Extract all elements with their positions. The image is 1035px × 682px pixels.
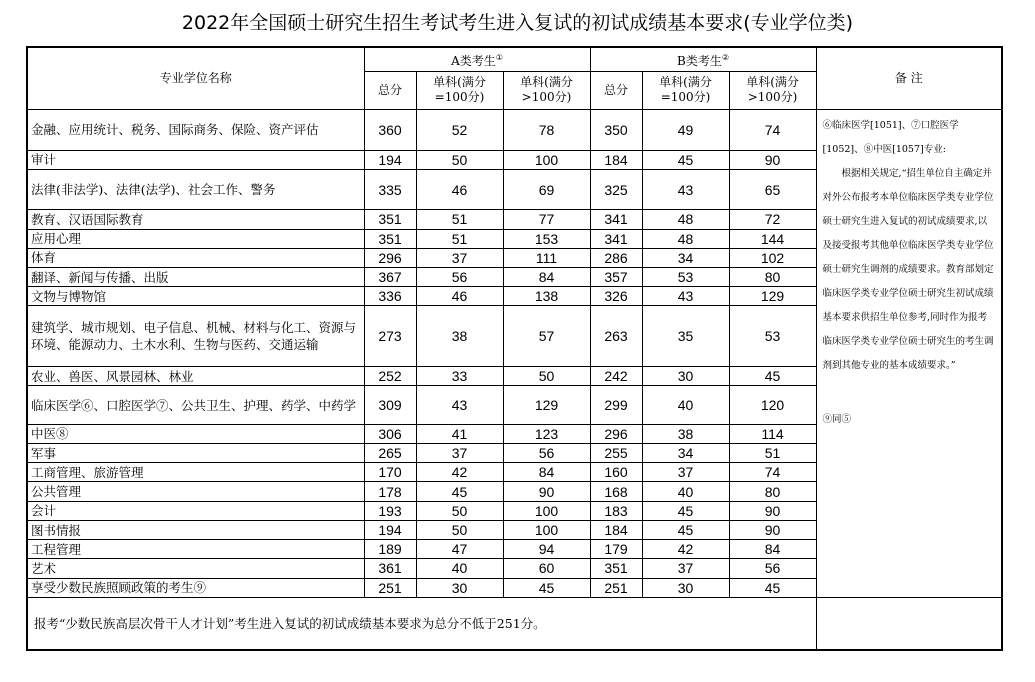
b-single-gt100-cell: 80 [729, 482, 816, 501]
b-total-cell: 341 [590, 210, 642, 229]
a-total-cell: 309 [364, 386, 416, 424]
header-b-single-100: 单科(满分=100分) [642, 71, 729, 109]
a-single-100-cell: 52 [416, 110, 503, 150]
a-single-gt100-cell: 56 [503, 444, 590, 463]
a-single-gt100-cell: 57 [503, 306, 590, 367]
b-total-cell: 357 [590, 268, 642, 287]
program-name: 体育 [27, 248, 364, 267]
a-single-gt100-cell: 94 [503, 540, 590, 559]
a-single-100-cell: 37 [416, 444, 503, 463]
a-single-100-cell: 40 [416, 559, 503, 578]
b-single-gt100-cell: 51 [729, 444, 816, 463]
b-total-cell: 160 [590, 463, 642, 482]
b-single-100-cell: 45 [642, 501, 729, 520]
a-single-100-cell: 30 [416, 578, 503, 597]
a-total-cell: 351 [364, 210, 416, 229]
b-single-100-cell: 37 [642, 559, 729, 578]
program-name: 享受少数民族照顾政策的考生⑨ [27, 578, 364, 597]
a-single-gt100-cell: 77 [503, 210, 590, 229]
header-a-single-100: 单科(满分=100分) [416, 71, 503, 109]
program-name: 审计 [27, 150, 364, 169]
b-single-100-cell: 30 [642, 578, 729, 597]
b-total-cell: 251 [590, 578, 642, 597]
a-total-cell: 335 [364, 169, 416, 209]
program-name: 临床医学⑥、口腔医学⑦、公共卫生、护理、药学、中药学 [27, 386, 364, 424]
a-single-100-cell: 50 [416, 520, 503, 539]
b-single-100-cell: 40 [642, 386, 729, 424]
a-single-100-cell: 51 [416, 229, 503, 248]
b-total-cell: 183 [590, 501, 642, 520]
b-single-gt100-cell: 72 [729, 210, 816, 229]
a-single-gt100-cell: 84 [503, 268, 590, 287]
b-single-gt100-cell: 74 [729, 463, 816, 482]
b-total-cell: 286 [590, 248, 642, 267]
b-total-cell: 184 [590, 520, 642, 539]
header-b-total: 总分 [590, 71, 642, 109]
remark-paragraph: ⑥临床医学[1051]、⑦口腔医学[1052]、⑧中医[1057]专业: [822, 120, 959, 156]
footnote: 报考“少数民族高层次骨干人才计划”考生进入复试的初试成绩基本要求为总分不低于251分。 [27, 597, 816, 650]
footnote-remarks-blank [816, 597, 1002, 650]
b-single-gt100-cell: 114 [729, 424, 816, 443]
b-single-gt100-cell: 56 [729, 559, 816, 578]
b-single-100-cell: 43 [642, 287, 729, 306]
b-total-cell: 255 [590, 444, 642, 463]
b-total-cell: 325 [590, 169, 642, 209]
a-single-100-cell: 46 [416, 287, 503, 306]
b-total-cell: 326 [590, 287, 642, 306]
b-single-gt100-cell: 45 [729, 367, 816, 386]
a-single-100-cell: 42 [416, 463, 503, 482]
b-single-100-cell: 43 [642, 169, 729, 209]
a-total-cell: 296 [364, 248, 416, 267]
b-single-100-cell: 38 [642, 424, 729, 443]
a-total-cell: 193 [364, 501, 416, 520]
a-single-gt100-cell: 111 [503, 248, 590, 267]
a-single-100-cell: 41 [416, 424, 503, 443]
a-single-100-cell: 45 [416, 482, 503, 501]
b-single-gt100-cell: 45 [729, 578, 816, 597]
b-single-100-cell: 48 [642, 210, 729, 229]
b-single-100-cell: 40 [642, 482, 729, 501]
b-single-gt100-cell: 144 [729, 229, 816, 248]
b-single-100-cell: 48 [642, 229, 729, 248]
a-single-100-cell: 37 [416, 248, 503, 267]
b-single-gt100-cell: 90 [729, 150, 816, 169]
page-title: 2022年全国硕士研究生招生考试考生进入复试的初试成绩基本要求(专业学位类) [181, 12, 854, 34]
a-single-100-cell: 56 [416, 268, 503, 287]
program-name: 艺术 [27, 559, 364, 578]
b-single-gt100-cell: 65 [729, 169, 816, 209]
b-total-cell: 296 [590, 424, 642, 443]
a-single-gt100-cell: 100 [503, 501, 590, 520]
a-single-gt100-cell: 45 [503, 578, 590, 597]
program-name: 会计 [27, 501, 364, 520]
a-single-100-cell: 50 [416, 501, 503, 520]
header-name: 专业学位名称 [27, 47, 364, 110]
b-total-cell: 184 [590, 150, 642, 169]
b-single-gt100-cell: 84 [729, 540, 816, 559]
a-single-gt100-cell: 78 [503, 110, 590, 150]
a-single-100-cell: 46 [416, 169, 503, 209]
a-single-gt100-cell: 100 [503, 150, 590, 169]
b-single-100-cell: 34 [642, 248, 729, 267]
a-single-gt100-cell: 138 [503, 287, 590, 306]
b-total-cell: 341 [590, 229, 642, 248]
b-single-100-cell: 37 [642, 463, 729, 482]
a-total-cell: 178 [364, 482, 416, 501]
b-single-100-cell: 30 [642, 367, 729, 386]
b-total-cell: 242 [590, 367, 642, 386]
a-single-100-cell: 43 [416, 386, 503, 424]
b-total-cell: 168 [590, 482, 642, 501]
a-total-cell: 306 [364, 424, 416, 443]
program-name: 中医⑧ [27, 424, 364, 443]
a-single-gt100-cell: 129 [503, 386, 590, 424]
a-single-gt100-cell: 90 [503, 482, 590, 501]
a-total-cell: 361 [364, 559, 416, 578]
header-group-a: A类考生① [364, 47, 590, 71]
b-single-gt100-cell: 53 [729, 306, 816, 367]
a-single-100-cell: 51 [416, 210, 503, 229]
program-name: 农业、兽医、风景园林、林业 [27, 367, 364, 386]
b-total-cell: 351 [590, 559, 642, 578]
a-total-cell: 194 [364, 520, 416, 539]
a-total-cell: 189 [364, 540, 416, 559]
b-single-100-cell: 34 [642, 444, 729, 463]
a-total-cell: 367 [364, 268, 416, 287]
a-single-100-cell: 33 [416, 367, 503, 386]
a-single-gt100-cell: 123 [503, 424, 590, 443]
b-single-gt100-cell: 129 [729, 287, 816, 306]
a-single-100-cell: 50 [416, 150, 503, 169]
b-single-100-cell: 42 [642, 540, 729, 559]
program-name: 翻译、新闻与传播、出版 [27, 268, 364, 287]
b-single-100-cell: 45 [642, 150, 729, 169]
header-b-single-gt100: 单科(满分>100分) [729, 71, 816, 109]
b-single-gt100-cell: 74 [729, 110, 816, 150]
remark-paragraph: ⑨同⑤ [822, 414, 852, 426]
a-single-gt100-cell: 69 [503, 169, 590, 209]
b-single-100-cell: 49 [642, 110, 729, 150]
a-total-cell: 336 [364, 287, 416, 306]
a-single-100-cell: 47 [416, 540, 503, 559]
header-a-single-gt100: 单科(满分>100分) [503, 71, 590, 109]
b-single-gt100-cell: 80 [729, 268, 816, 287]
b-total-cell: 350 [590, 110, 642, 150]
a-single-gt100-cell: 100 [503, 520, 590, 539]
a-total-cell: 194 [364, 150, 416, 169]
remarks-cell [816, 110, 1002, 598]
b-single-100-cell: 45 [642, 520, 729, 539]
a-single-gt100-cell: 50 [503, 367, 590, 386]
b-total-cell: 263 [590, 306, 642, 367]
a-single-gt100-cell: 84 [503, 463, 590, 482]
program-name: 工商管理、旅游管理 [27, 463, 364, 482]
program-name: 工程管理 [27, 540, 364, 559]
b-single-gt100-cell: 90 [729, 520, 816, 539]
a-single-100-cell: 38 [416, 306, 503, 367]
a-total-cell: 351 [364, 229, 416, 248]
b-total-cell: 299 [590, 386, 642, 424]
program-name: 法律(非法学)、法律(法学)、社会工作、警务 [27, 169, 364, 209]
program-name: 公共管理 [27, 482, 364, 501]
a-single-gt100-cell: 153 [503, 229, 590, 248]
a-total-cell: 360 [364, 110, 416, 150]
a-total-cell: 251 [364, 578, 416, 597]
b-total-cell: 179 [590, 540, 642, 559]
header-a-total: 总分 [364, 71, 416, 109]
remark-paragraph: 根据相关规定,“招生单位自主确定并对外公布报考本单位临床医学类专业学位硕士研究生进入复试的初试成绩要求,以及接受报考其他单位临床医学类专业学位硕士研究生调剂的成绩要求。教育部划定临床医学类专业学位硕士研究生初试成绩基本要求供招生单位参考,同时作为报考临床医学类专业学位硕士研究生的考生调剂到其他专业的基本成绩要求。” [822, 168, 994, 372]
b-single-100-cell: 53 [642, 268, 729, 287]
program-name: 图书情报 [27, 520, 364, 539]
table-row [27, 110, 1002, 150]
b-single-gt100-cell: 102 [729, 248, 816, 267]
header-group-b: B类考生② [590, 47, 816, 71]
score-table [26, 46, 1003, 651]
program-name: 文物与博物馆 [27, 287, 364, 306]
a-total-cell: 273 [364, 306, 416, 367]
program-name: 建筑学、城市规划、电子信息、机械、材料与化工、资源与环境、能源动力、土木水利、生物与医药、交通运输 [27, 306, 364, 367]
b-single-gt100-cell: 120 [729, 386, 816, 424]
program-name: 应用心理 [27, 229, 364, 248]
a-single-gt100-cell: 60 [503, 559, 590, 578]
b-single-gt100-cell: 90 [729, 501, 816, 520]
a-total-cell: 252 [364, 367, 416, 386]
program-name: 军事 [27, 444, 364, 463]
a-total-cell: 265 [364, 444, 416, 463]
b-single-100-cell: 35 [642, 306, 729, 367]
a-total-cell: 170 [364, 463, 416, 482]
program-name: 教育、汉语国际教育 [27, 210, 364, 229]
program-name: 金融、应用统计、税务、国际商务、保险、资产评估 [27, 110, 364, 150]
header-remarks: 备 注 [816, 47, 1002, 110]
